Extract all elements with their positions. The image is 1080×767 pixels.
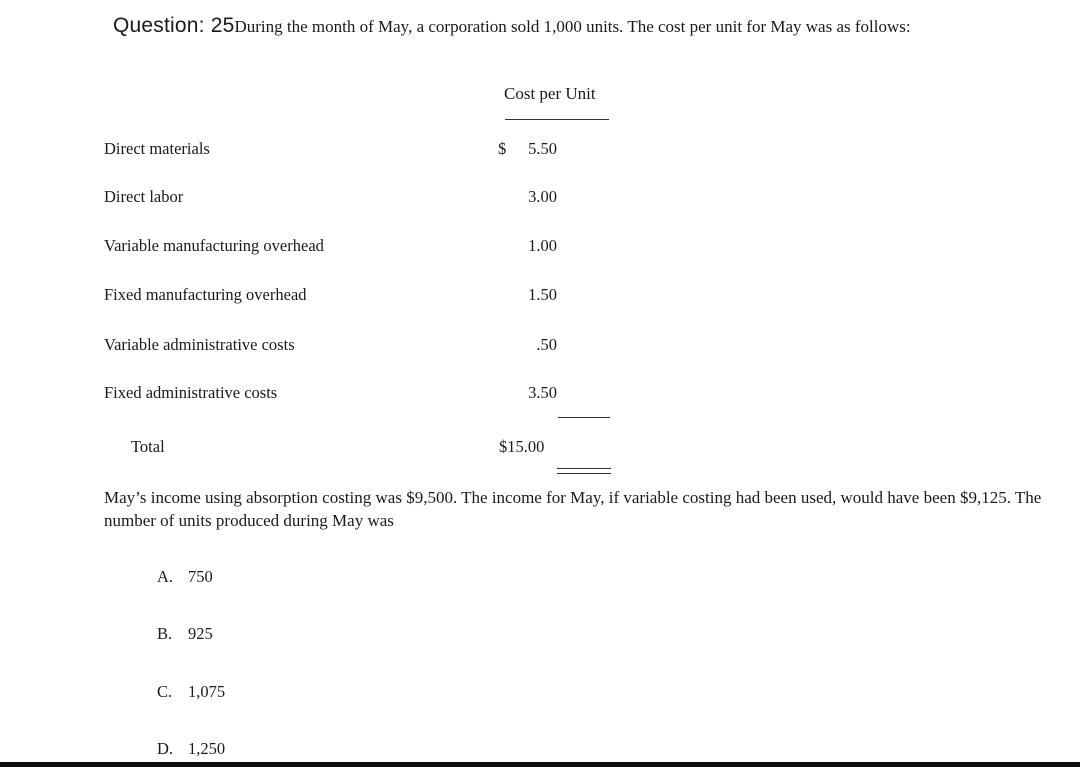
answer-option-d[interactable] <box>157 739 225 759</box>
row-value-fixed-mfg-overhead: 1.50 <box>528 285 557 304</box>
row-label-direct-labor: Direct labor <box>104 187 184 206</box>
question-heading <box>113 14 911 38</box>
row-label-fixed-mfg-overhead: Fixed manufacturing overhead <box>104 285 307 304</box>
currency-symbol: $ <box>498 139 507 158</box>
option-text: 925 <box>188 624 213 643</box>
option-letter: A. <box>157 567 174 586</box>
option-text: 1,075 <box>188 682 226 701</box>
answer-option-b[interactable] <box>157 624 213 644</box>
row-value-direct-materials: 5.50 <box>528 139 557 158</box>
option-text: 1,250 <box>188 739 226 758</box>
total-label: Total <box>131 437 165 456</box>
cost-per-unit-header: Cost per Unit <box>504 84 596 103</box>
header-underline <box>505 119 609 120</box>
answer-option-a[interactable] <box>157 567 213 587</box>
row-value-fixed-admin-costs: 3.50 <box>528 383 557 402</box>
row-value-variable-mfg-overhead: 1.00 <box>528 236 557 255</box>
option-text: 750 <box>188 567 213 586</box>
question-number: Question: 25 <box>113 14 235 37</box>
row-label-fixed-admin-costs: Fixed administrative costs <box>104 383 278 402</box>
total-double-underline <box>557 468 611 474</box>
subtotal-rule <box>558 417 610 418</box>
option-letter: B. <box>157 624 173 643</box>
row-label-variable-admin-costs: Variable administrative costs <box>104 335 295 354</box>
bottom-edge-bar <box>0 762 1080 767</box>
question-paragraph: May’s income using absorption costing was $9,500. The income for May, if variable costing had been used, would have been $9,125. The number of units produced during May was <box>104 488 1042 530</box>
row-value-direct-labor: 3.00 <box>528 187 557 206</box>
question-intro: During the month of May, a corporation sold 1,000 units. The cost per unit for May was as follows: <box>234 17 911 36</box>
option-letter: D. <box>157 739 174 758</box>
row-value-variable-admin-costs: .50 <box>536 335 557 354</box>
row-label-direct-materials: Direct materials <box>104 139 210 158</box>
answer-option-c[interactable] <box>157 682 225 702</box>
option-letter: C. <box>157 682 173 701</box>
row-label-variable-mfg-overhead: Variable manufacturing overhead <box>104 236 324 255</box>
total-value: $15.00 <box>499 437 545 456</box>
